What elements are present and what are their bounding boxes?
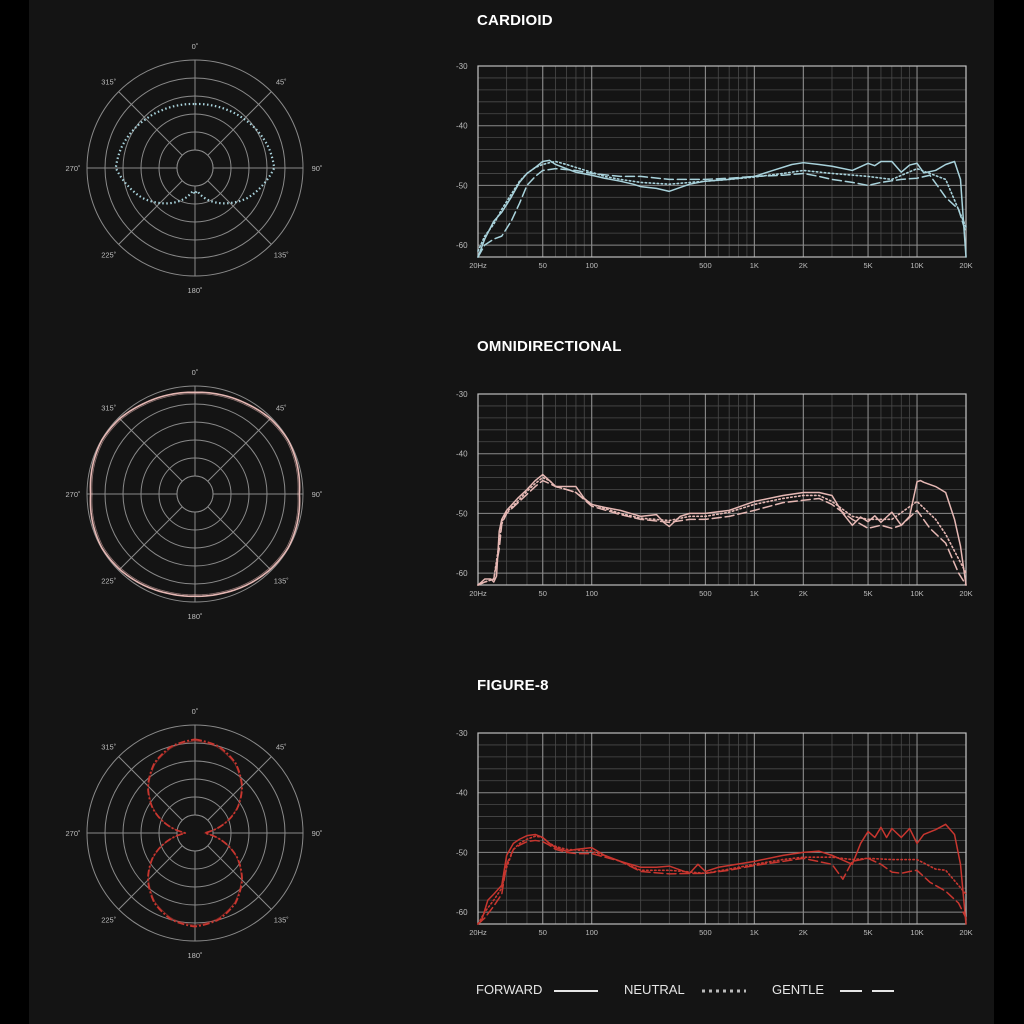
x-tick-label: 20Hz	[469, 928, 487, 937]
polar-chart-omnidirectional	[30, 346, 360, 646]
legend-line-forward	[554, 988, 600, 994]
x-tick-label: 5K	[863, 589, 873, 598]
polar-angle-label: 90˚	[311, 829, 323, 838]
frequency-chart-cardioid	[440, 55, 990, 275]
chart-title-omnidirectional: OMNIDIRECTIONAL	[477, 338, 622, 355]
legend-line-neutral	[702, 988, 748, 994]
polar-angle-label: 45˚	[275, 77, 287, 87]
polar-angle-label: 180˚	[187, 612, 203, 621]
frequency-chart-omnidirectional	[440, 383, 990, 603]
series-line-neutral	[478, 162, 966, 252]
x-tick-label: 20K	[959, 261, 973, 270]
x-tick-label: 10K	[910, 589, 924, 598]
legend-label-forward: FORWARD	[476, 982, 543, 997]
y-tick-label: -30	[456, 62, 468, 71]
series-line-neutral	[478, 836, 966, 924]
polar-angle-label: 0˚	[191, 707, 199, 716]
x-tick-label: 20Hz	[469, 589, 487, 598]
polar-chart-figure8	[30, 685, 360, 985]
series-line-forward	[478, 160, 966, 257]
series-line-forward	[478, 475, 966, 585]
x-tick-label: 50	[538, 261, 547, 270]
polar-angle-label: 45˚	[275, 742, 287, 752]
y-tick-label: -40	[456, 121, 468, 131]
y-tick-label: -50	[456, 181, 468, 191]
x-tick-label: 2K	[798, 261, 808, 270]
polar-angle-label: 270˚	[65, 829, 81, 838]
x-tick-label: 10K	[910, 261, 924, 270]
polar-angle-label: 0˚	[191, 42, 199, 51]
x-tick-label: 5K	[863, 261, 873, 270]
series-line-gentle	[478, 840, 966, 924]
polar-center-ring	[177, 476, 213, 512]
y-tick-label: -40	[456, 449, 468, 459]
x-tick-label: 50	[538, 589, 547, 598]
polar-angle-label: 270˚	[65, 490, 81, 499]
polar-angle-label: 270˚	[65, 164, 81, 173]
polar-angle-label: 135˚	[273, 576, 289, 586]
x-tick-label: 1K	[749, 928, 759, 937]
polar-angle-label: 45˚	[275, 403, 287, 413]
x-tick-label: 5K	[863, 928, 873, 937]
x-tick-label: 20Hz	[469, 261, 487, 270]
x-tick-label: 1K	[749, 589, 759, 598]
legend-item-forward	[476, 982, 542, 997]
polar-angle-label: 225˚	[101, 915, 117, 925]
series-line-gentle	[478, 169, 966, 257]
legend-item-gentle	[772, 982, 824, 997]
x-tick-label: 100	[585, 928, 598, 937]
y-tick-label: -50	[456, 509, 468, 519]
x-tick-label: 50	[538, 928, 547, 937]
polar-angle-label: 135˚	[273, 915, 289, 925]
x-tick-label: 100	[585, 589, 598, 598]
polar-angle-label: 90˚	[311, 490, 323, 499]
series-line-neutral	[478, 478, 966, 585]
y-tick-label: -30	[456, 729, 468, 738]
series-line-gentle	[478, 481, 966, 585]
y-tick-label: -60	[456, 569, 468, 579]
x-tick-label: 2K	[798, 589, 808, 598]
x-tick-label: 10K	[910, 928, 924, 937]
polar-chart-cardioid	[30, 20, 360, 320]
x-tick-label: 20K	[959, 589, 973, 598]
polar-angle-label: 0˚	[191, 368, 199, 377]
polar-angle-label: 225˚	[101, 250, 117, 260]
x-tick-label: 20K	[959, 928, 973, 937]
x-tick-label: 1K	[749, 261, 759, 270]
frequency-chart-figure8	[440, 722, 990, 942]
polar-angle-label: 225˚	[101, 576, 117, 586]
legend-label-gentle: GENTLE	[772, 982, 825, 997]
polar-angle-label: 180˚	[187, 951, 203, 960]
polar-angle-label: 315˚	[101, 403, 117, 413]
legend-item-neutral	[624, 982, 685, 997]
y-tick-label: -30	[456, 390, 468, 399]
x-tick-label: 500	[699, 928, 712, 937]
chart-title-cardioid: CARDIOID	[477, 12, 553, 29]
x-tick-label: 100	[585, 261, 598, 270]
polar-angle-label: 90˚	[311, 164, 323, 173]
legend-label-neutral: NEUTRAL	[624, 982, 685, 997]
x-tick-label: 500	[699, 589, 712, 598]
y-tick-label: -50	[456, 848, 468, 858]
series-line-forward	[478, 824, 966, 924]
x-tick-label: 2K	[798, 928, 808, 937]
y-tick-label: -60	[456, 241, 468, 251]
y-tick-label: -40	[456, 788, 468, 798]
legend-line-gentle	[840, 988, 898, 994]
polar-center-ring	[177, 150, 213, 186]
polar-angle-label: 315˚	[101, 77, 117, 87]
polar-angle-label: 180˚	[187, 286, 203, 295]
chart-title-figure8: FIGURE-8	[477, 677, 549, 694]
y-tick-label: -60	[456, 908, 468, 918]
polar-angle-label: 315˚	[101, 742, 117, 752]
polar-angle-label: 135˚	[273, 250, 289, 260]
x-tick-label: 500	[699, 261, 712, 270]
